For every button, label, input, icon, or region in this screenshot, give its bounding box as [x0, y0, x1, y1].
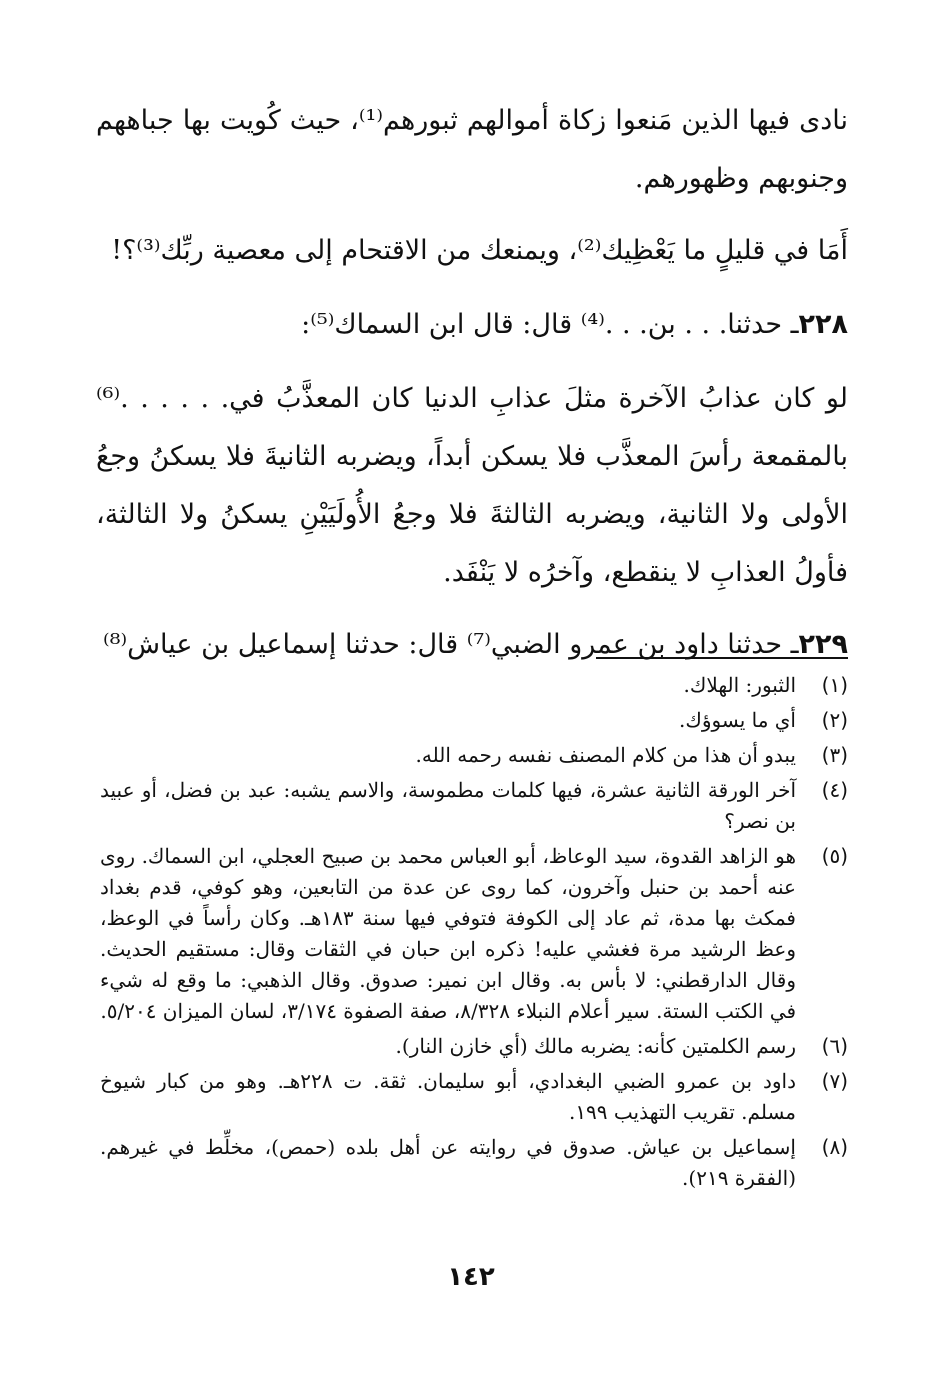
- hadith-229-heading: [96, 616, 848, 674]
- footnote-separator: [596, 657, 848, 659]
- footnote-text: داود بن عمرو الضبي البغدادي، أبو سليمان. ثقة. ت ٢٢٨هـ. وهو من كبار شيوخ مسلم. تقريب التهذيب ١٩٩.: [100, 1069, 796, 1124]
- paragraph-continuation: نادى فيها الذين مَنعوا زكاة أموالهم ثبورهم⁽¹⁾، حيث كُويت بها جباههم وجنوبهم وظهورهم.: [96, 105, 848, 194]
- footnote-text: آخر الورقة الثانية عشرة، فيها كلمات مطموسة، والاسم يشبه: عبد بن فضل، أو عبيد بن نصر؟: [100, 778, 796, 833]
- footnote-text: رسم الكلمتين كأنه: يضربه مالك (أي خازن النار).: [395, 1034, 796, 1058]
- hadith-chain: ـ حدثنا. . . بن. . .⁽⁴⁾ قال: قال ابن السماك⁽⁵⁾:: [301, 309, 799, 340]
- footnote-number: (١): [821, 673, 848, 697]
- footnote-number: (٤): [821, 778, 848, 802]
- footnote: [100, 670, 848, 701]
- footnote: [100, 740, 848, 771]
- footnote: [100, 775, 848, 837]
- footnote-text: الثبور: الهلاك.: [683, 673, 796, 697]
- footnote-number: (٣): [821, 743, 848, 767]
- paragraph-admonition: أَمَا في قليلٍ ما يَعْظِيك⁽²⁾، ويمنعك من الاقتحام إلى معصية ربِّك⁽³⁾؟!: [111, 235, 848, 266]
- main-text: [96, 92, 848, 690]
- footnote-number: (٦): [821, 1034, 848, 1058]
- page-number: ١٤٢: [447, 1262, 495, 1292]
- footnote-number: (٢): [821, 708, 848, 732]
- footnote: [100, 1066, 848, 1128]
- footnote: [100, 1031, 848, 1062]
- footnote-text: إسماعيل بن عياش. صدوق في روايته عن أهل بلده (حمص)، مخلِّط في غيرهم. (الفقرة ٢١٩).: [100, 1135, 796, 1190]
- footnote-text: هو الزاهد القدوة، سيد الوعاظ، أبو العباس محمد بن صبيح العجلي، ابن السماك. روى عنه أحمد بن حنبل وآخرون، كما روى عن عدة من التابعين، وهو كوفي، قدم بغداد فمكث بها مدة، ثم عاد إلى الكوفة فتوفي فيها سنة ١٨٣هـ. وكان رأساً في الوعظ، وعظ الرشيد مرة فغشي عليه! ذكره ابن حبان في الثقات وقال: مستقيم الحديث. وقال الدارقطني: لا بأس به. وقال ابن نمير: صدوق. وقال الذهبي: ما وقع له شيء في الكتب الستة. سير أعلام النبلاء ٨/٣٢٨، صفة الصفوة ٣/١٧٤، لسان الميزان ٥/٢٠٤.: [100, 844, 796, 1023]
- footnote-text: أي ما يسوؤك.: [679, 708, 796, 732]
- hadith-chain: ـ حدثنا داود بن عمرو الضبي⁽⁷⁾ قال: حدثنا إسماعيل بن عياش⁽⁸⁾: [102, 629, 799, 660]
- footnote-number: (٨): [821, 1135, 848, 1159]
- hadith-number: ٢٢٨: [798, 309, 848, 340]
- footnote: [100, 1132, 848, 1194]
- hadith-228-heading: [96, 296, 848, 354]
- footnote: [100, 841, 848, 1027]
- paragraph-hadith-228-body: لو كان عذابُ الآخرة مثلَ عذابِ الدنيا كان المعذَّبُ في. . . . . .⁽⁶⁾ بالمقمعة رأسَ المعذَّب فلا يسكن أبداً، ويضربه الثانيةَ فلا يسكنُ وجعُ الأولى ولا الثانية، ويضربه الثالثةَ فلا وجعُ الأُولَيَيْنِ يسكنُ ولا الثالثة، فأولُ العذابِ لا ينقطع، وآخرُه لا يَنْفَد.: [96, 383, 848, 588]
- footnote-text: يبدو أن هذا من كلام المصنف نفسه رحمه الله.: [415, 743, 796, 767]
- footnote: [100, 705, 848, 736]
- hadith-number: ٢٢٩: [798, 629, 848, 660]
- footnote-number: (٥): [821, 844, 848, 868]
- footnotes: [100, 670, 848, 1198]
- footnote-number: (٧): [821, 1069, 848, 1093]
